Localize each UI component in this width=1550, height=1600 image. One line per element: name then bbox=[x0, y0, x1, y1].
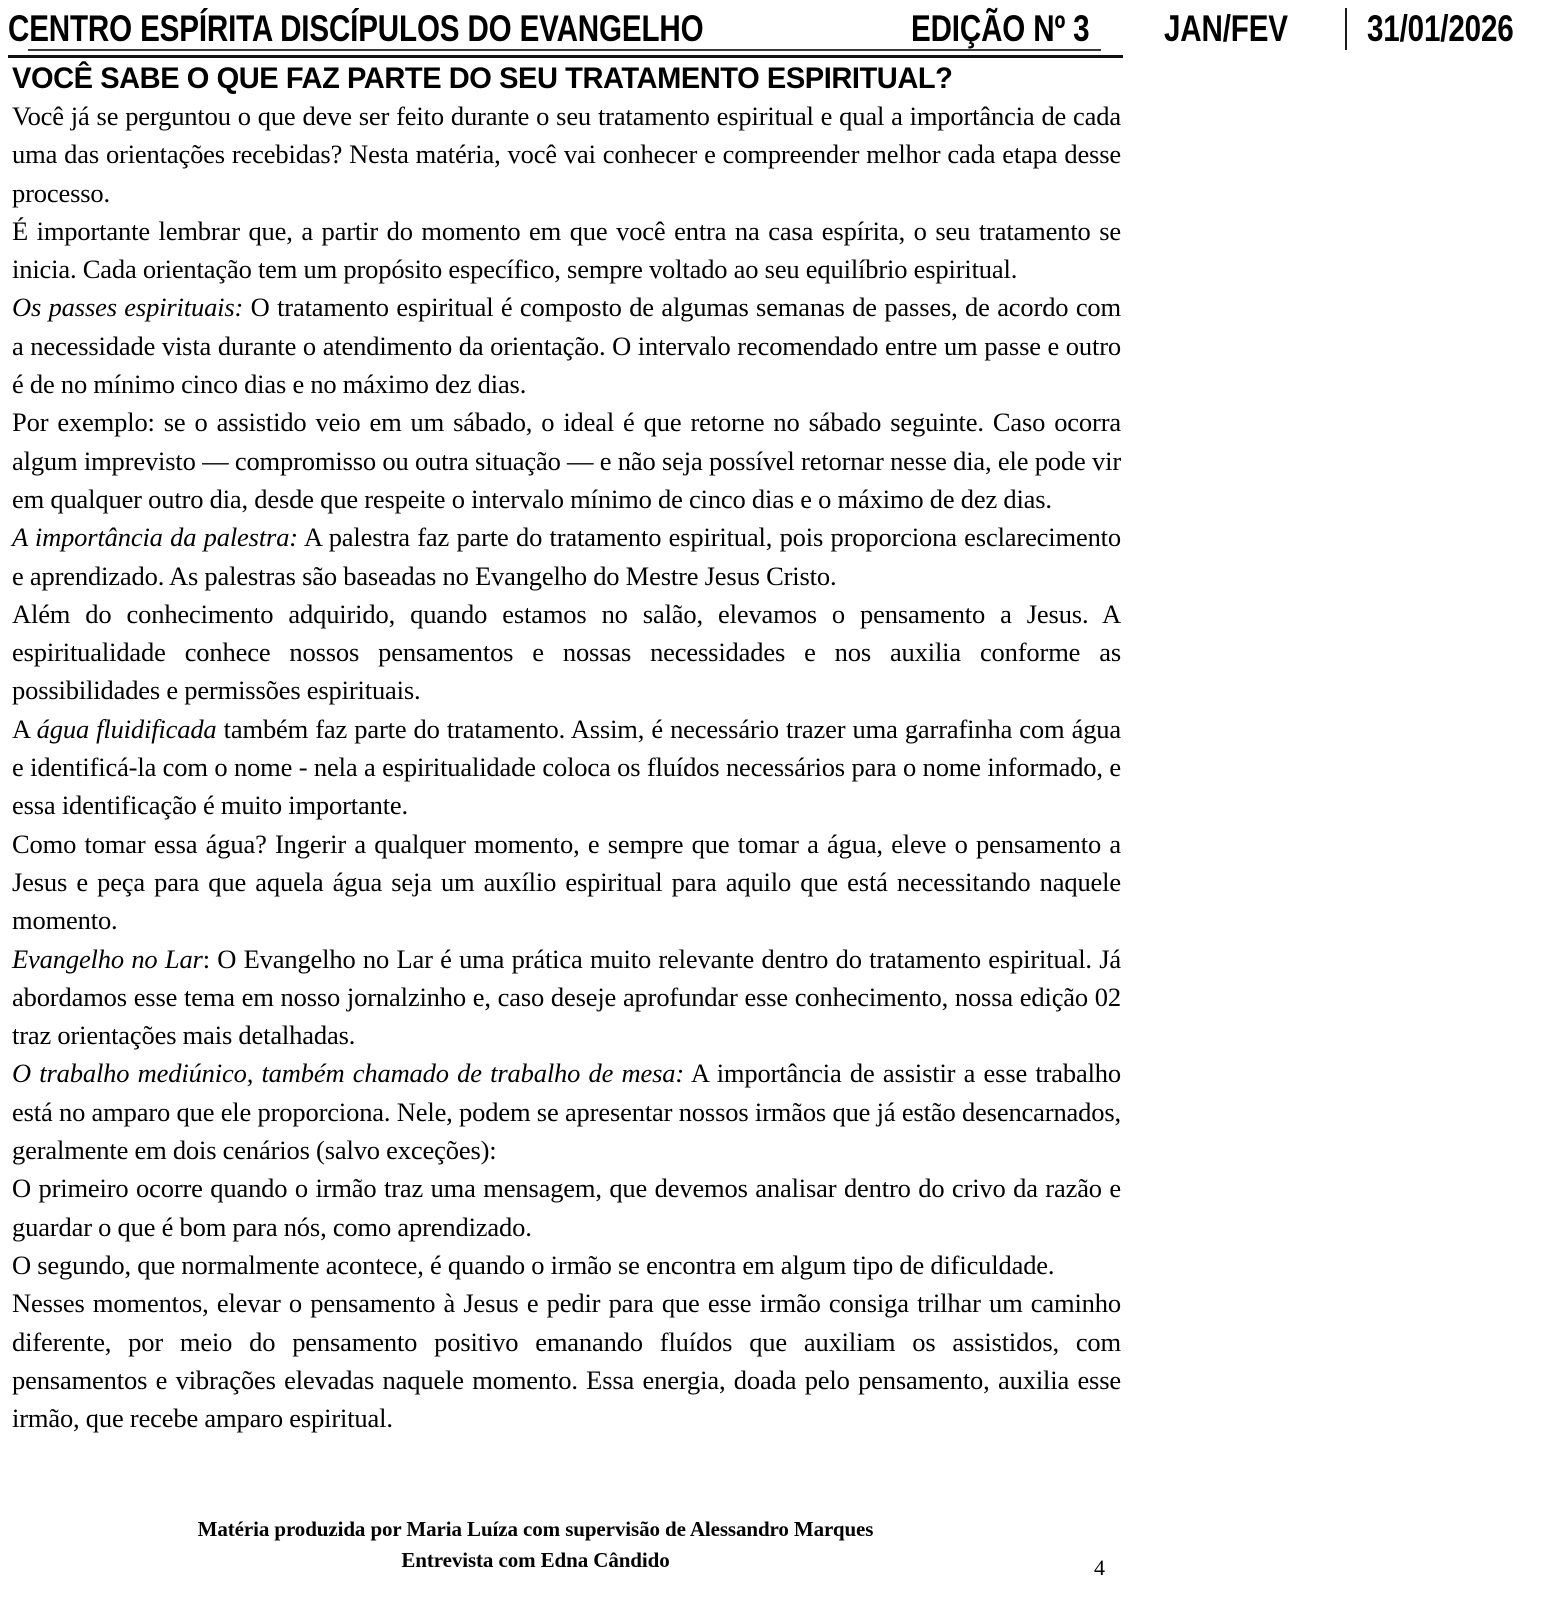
paragraph-5 bbox=[12, 518, 1121, 595]
paragraph-3 bbox=[12, 288, 1121, 403]
masthead-date: 31/01/2026 bbox=[1367, 8, 1514, 49]
paragraph-7-text-before: A bbox=[12, 713, 37, 744]
paragraph-13 bbox=[12, 1284, 1121, 1437]
paragraph-1 bbox=[12, 97, 1121, 212]
paragraph-7-text-after: também faz parte do tratamento. Assim, é necessário trazer uma garrafinha com água e identificá-la com o nome - nela a espiritualidade coloca os fluídos necessários para o nome informado, e essa identificação é muito importante. bbox=[12, 713, 1122, 821]
paragraph-6 bbox=[12, 595, 1121, 710]
header-rule-thick bbox=[8, 55, 1123, 58]
paragraph-11 bbox=[12, 1169, 1121, 1246]
paragraph-4 bbox=[12, 403, 1121, 518]
page-number: 4 bbox=[1094, 1555, 1105, 1580]
paragraph-1-text: Você já se perguntou o que deve ser feito durante o seu tratamento espiritual e qual a importância de cada uma das orientações recebidas? Nesta matéria, você vai conhecer e compreender melhor cada etapa desse processo. bbox=[12, 101, 1121, 208]
paragraph-9 bbox=[12, 940, 1121, 1055]
article-credits bbox=[0, 1514, 1131, 1576]
masthead bbox=[8, 0, 1514, 49]
paragraph-9-text: : O Evangelho no Lar é uma prática muito relevante dentro do tratamento espiritual. Já abordamos esse tema em nosso jornalzinho e, caso deseje aprofundar esse conhecimento, nossa edição 02 traz orientações mais detalhadas. bbox=[12, 943, 1121, 1051]
paragraph-3-text: O tratamento espiritual é composto de algumas semanas de passes, de acordo com a necessidade vista durante o atendimento da orientação. O intervalo recomendado entre um passe e outro é de no mínimo cinco dias e no máximo dez dias. bbox=[12, 292, 1121, 400]
masthead-vertical-divider bbox=[1345, 8, 1347, 50]
paragraph-4-text: Por exemplo: se o assistido veio em um sábado, o ideal é que retorne no sábado seguinte. Caso ocorra algum imprevisto — compromisso ou outra situação — e não seja possível retornar nesse dia, ele pode vir em qualquer outro dia, desde que respeite o intervalo mínimo de cinco dias e o máximo de dez dias. bbox=[12, 407, 1121, 514]
masthead-left bbox=[8, 10, 1319, 48]
masthead-right bbox=[1345, 10, 1550, 48]
article-headline: VOCÊ SABE O QUE FAZ PARTE DO SEU TRATAMENTO ESPIRITUAL? bbox=[12, 62, 953, 95]
credit-line-2: Entrevista com Edna Cândido bbox=[401, 1548, 670, 1572]
paragraph-5-lead: A importância da palestra: bbox=[12, 522, 298, 553]
paragraph-5-text: A palestra faz parte do tratamento espiritual, pois proporciona esclarecimento e aprendizado. As palestras são baseadas no Evangelho do Mestre Jesus Cristo. bbox=[12, 522, 1121, 591]
masthead-period: JAN/FEV bbox=[1164, 8, 1289, 49]
paragraph-2 bbox=[12, 212, 1121, 289]
header-rule-thin bbox=[28, 49, 1101, 51]
credit-line-1: Matéria produzida por Maria Luíza com supervisão de Alessandro Marques bbox=[197, 1517, 874, 1541]
paragraph-2-text: É importante lembrar que, a partir do momento em que você entra na casa espírita, o seu tratamento se inicia. Cada orientação tem um propósito específico, sempre voltado ao seu equilíbrio espiritual. bbox=[12, 215, 1121, 285]
paragraph-9-lead: Evangelho no Lar bbox=[12, 943, 203, 974]
masthead-edition: EDIÇÃO Nº 3 bbox=[911, 8, 1090, 49]
paragraph-10 bbox=[12, 1054, 1121, 1169]
paragraph-10-lead: O trabalho mediúnico, também chamado de trabalho de mesa: bbox=[12, 1058, 685, 1089]
paragraph-12-text: O segundo, que normalmente acontece, é quando o irmão se encontra em algum tipo de dificuldade. bbox=[12, 1249, 1055, 1280]
paragraph-7 bbox=[12, 710, 1121, 825]
paragraph-8 bbox=[12, 825, 1121, 940]
paragraph-11-text: O primeiro ocorre quando o irmão traz uma mensagem, que devemos analisar dentro do crivo da razão e guardar o que é bom para nós, como aprendizado. bbox=[12, 1173, 1121, 1242]
paragraph-8-text: Como tomar essa água? Ingerir a qualquer momento, e sempre que tomar a água, eleve o pensamento a Jesus e peça para que aquela água seja um auxílio espiritual para aquilo que está necessitando naquele momento. bbox=[12, 828, 1121, 936]
masthead-organization: CENTRO ESPÍRITA DISCÍPULOS DO EVANGELHO bbox=[8, 8, 704, 49]
paragraph-13-text: Nesses momentos, elevar o pensamento à Jesus e pedir para que esse irmão consiga trilhar um caminho diferente, por meio do pensamento positivo emanando fluídos que auxiliam os assistidos, com pensamentos e vibrações elevadas naquele momento. Essa energia, doada pelo pensamento, auxilia esse irmão, que recebe amparo espiritual. bbox=[12, 1288, 1121, 1434]
paragraph-6-text: Além do conhecimento adquirido, quando estamos no salão, elevamos o pensamento a Jesus. A espiritualidade conhece nossos pensamentos e nossas necessidades e nos auxilia conforme as possibilidades e permissões espirituais. bbox=[12, 598, 1121, 706]
page-footer bbox=[0, 1514, 1131, 1586]
header-rules bbox=[8, 48, 1123, 60]
paragraph-3-lead: Os passes espirituais: bbox=[12, 292, 244, 323]
article-body bbox=[8, 97, 1123, 1437]
paragraph-10-text: A importância de assistir a esse trabalho está no amparo que ele proporciona. Nele, podem se apresentar nossos irmãos que já estão desencarnados, geralmente em dois cenários (salvo exceções): bbox=[12, 1058, 1122, 1166]
paragraph-12 bbox=[12, 1246, 1121, 1284]
paragraph-7-italic-term: água fluidificada bbox=[36, 713, 217, 744]
